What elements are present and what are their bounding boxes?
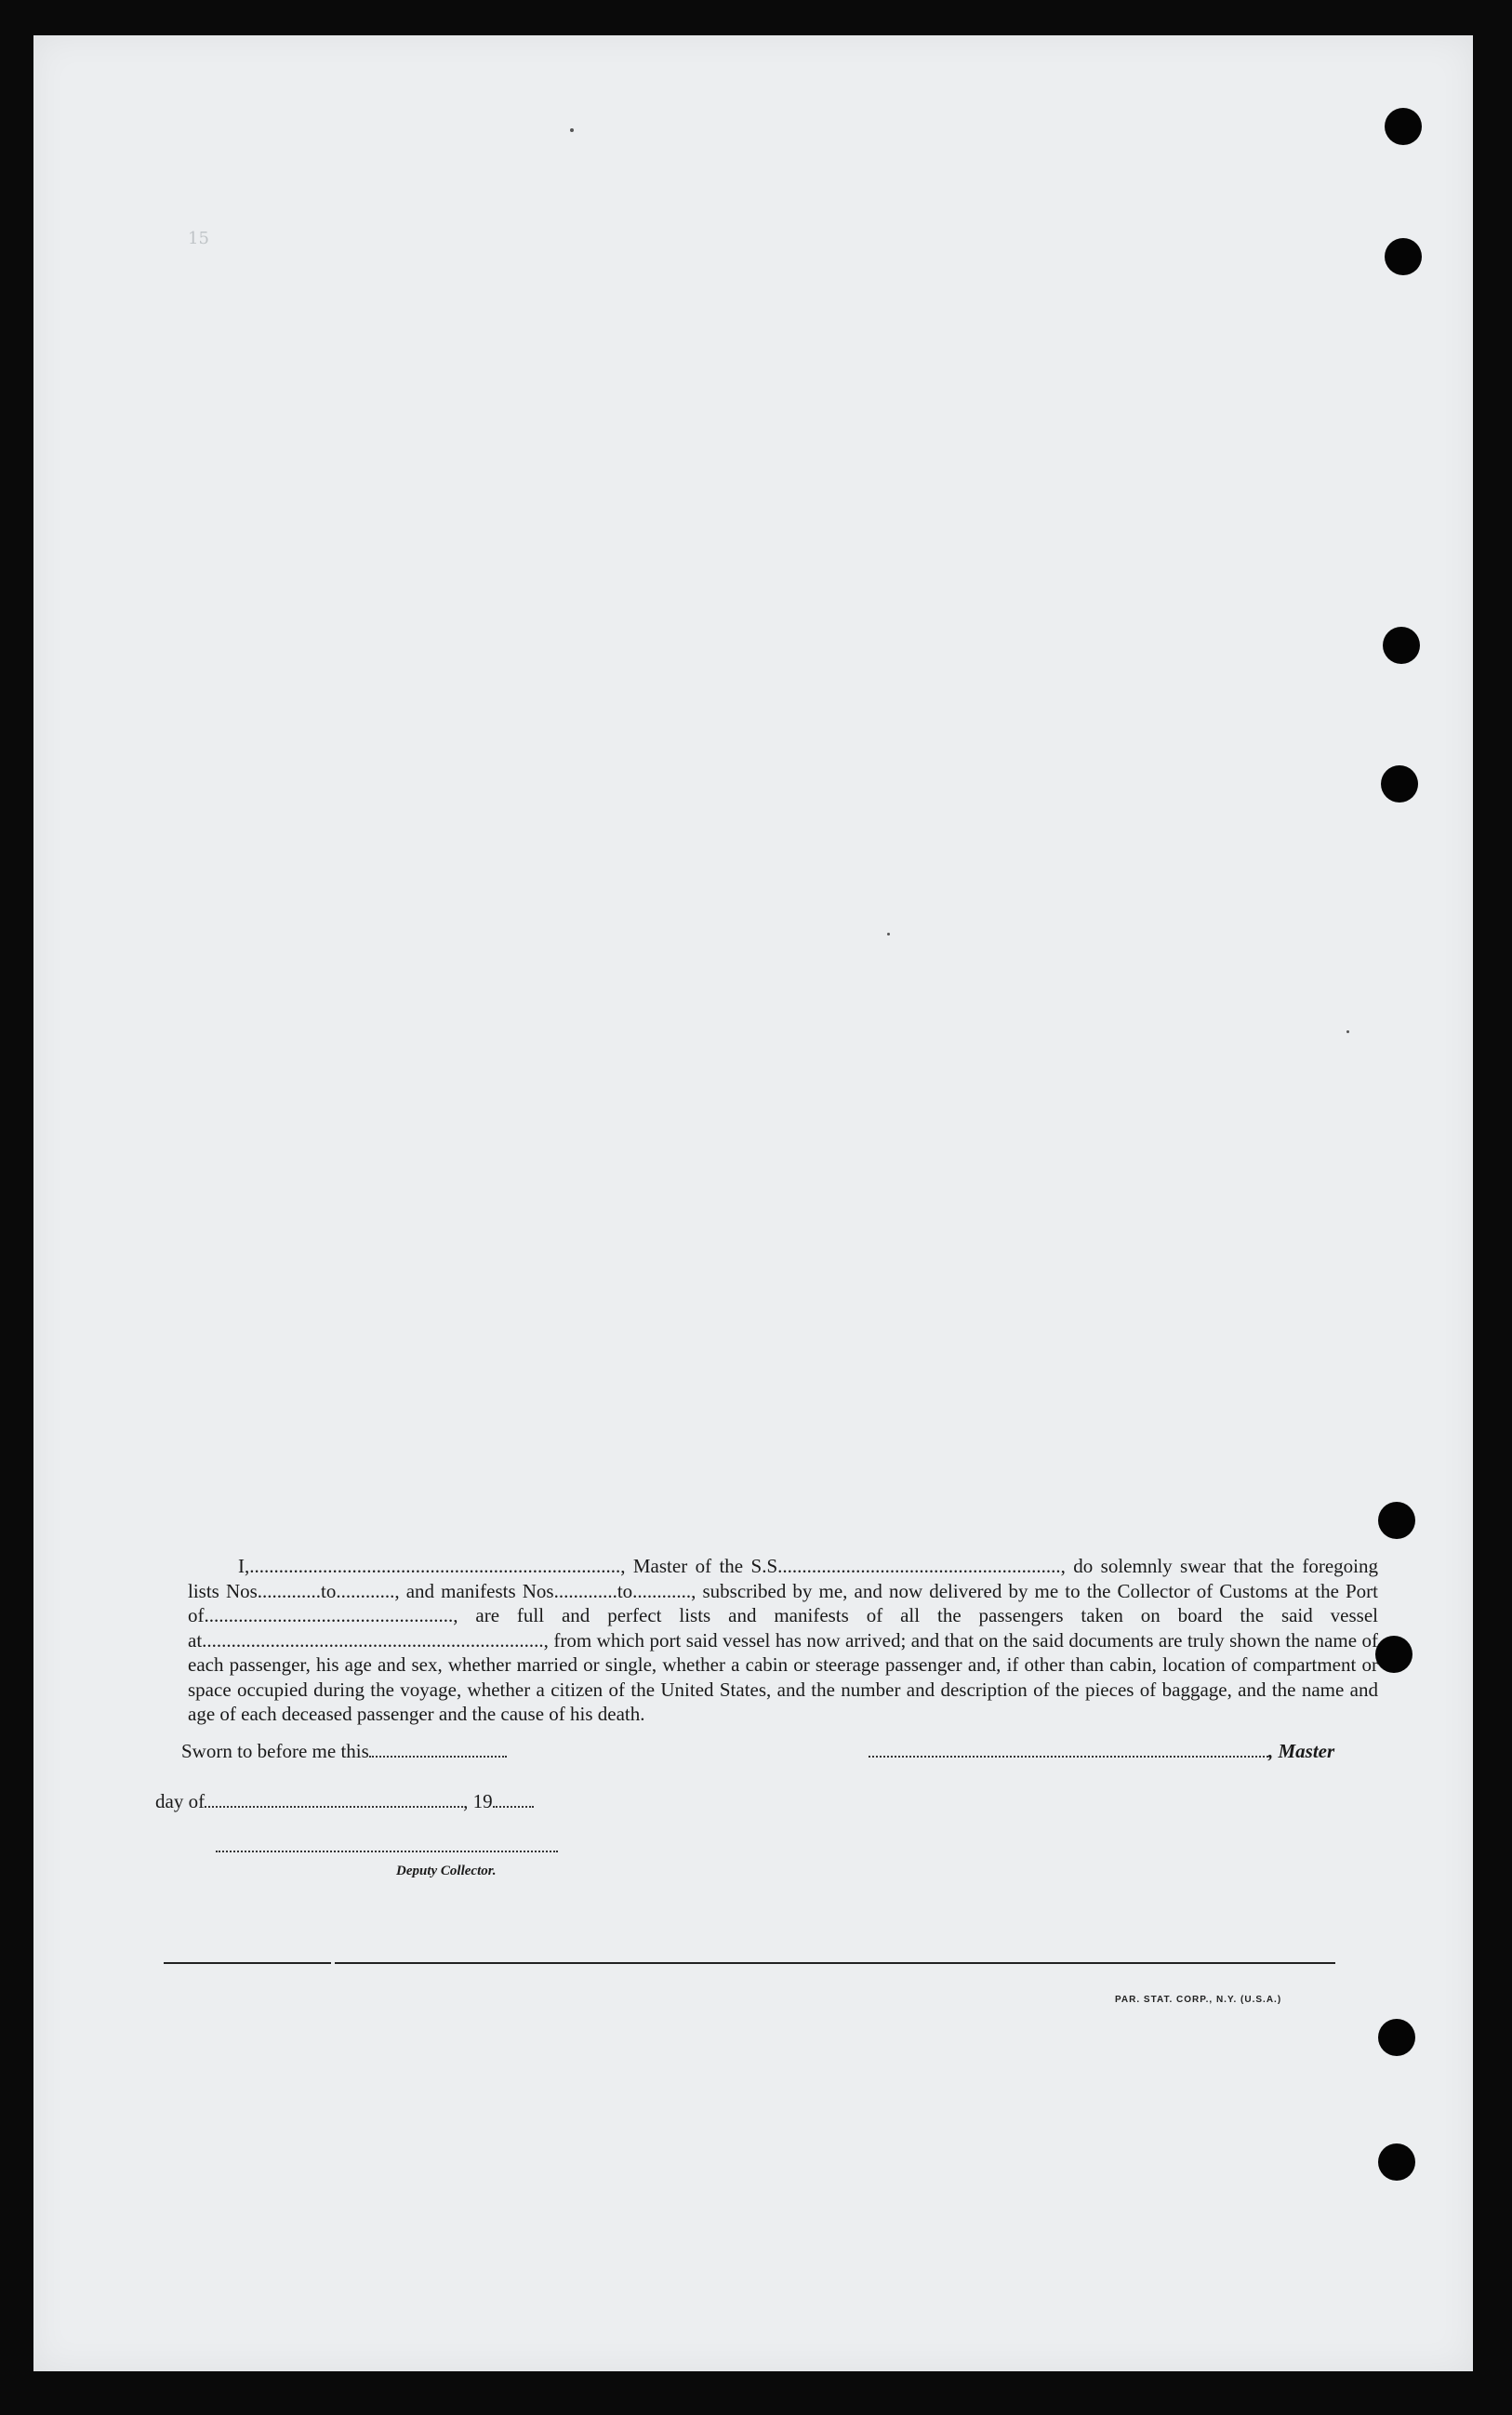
paper-speck: [1346, 1030, 1349, 1033]
master-signature-line: [869, 1740, 1334, 1763]
year-blank: [493, 1791, 534, 1808]
day-label: day of: [155, 1790, 206, 1812]
deputy-collector-label: Deputy Collector.: [396, 1864, 497, 1878]
deputy-signature-line: [216, 1835, 558, 1858]
punch-hole: [1385, 238, 1422, 275]
punch-hole: [1375, 1636, 1413, 1673]
day-line: [155, 1790, 534, 1813]
faint-page-number: 15: [188, 229, 209, 248]
sworn-label: Sworn to before me this: [181, 1740, 369, 1762]
master-label: , Master: [1268, 1740, 1335, 1762]
punch-hole: [1378, 2143, 1415, 2181]
sworn-line: [181, 1740, 507, 1763]
master-oath-paragraph: [188, 1554, 1378, 1727]
year-label: , 19: [463, 1790, 493, 1812]
punch-hole: [1378, 2019, 1415, 2056]
paper-sheet: [33, 35, 1473, 2371]
master-signature-blank: [869, 1741, 1268, 1758]
bottom-rule: [164, 1962, 331, 1964]
printer-imprint: PAR. STAT. CORP., N.Y. (U.S.A.): [1115, 1995, 1282, 2005]
sworn-date-blank: [369, 1741, 507, 1758]
punch-hole: [1383, 627, 1420, 664]
paper-speck: [570, 128, 574, 132]
oath-text: I,............................................................................, Master of the S.S.........................................................., do solemnly swear that the foregoing lists Nos.............to............, and manifests Nos.............to............, subscribed by me, and now delivered by me to the Collector of Customs at the Port of..................................................., are full and perfect lists and manifests of all the passengers taken on board the said vessel at......................................................................, from which port said vessel has now arrived; and that on the said documents are truly shown the name of each passenger, his age and sex, whether married or single, whether a cabin or steerage passenger and, if other than cabin, location of compartment or space occupied during the voyage, whether a citizen of the United States, and the number and description of the pieces of baggage, and the name and age of each deceased passenger and the cause of his death.: [188, 1555, 1378, 1725]
punch-hole: [1381, 765, 1418, 803]
paper-speck: [887, 933, 890, 935]
bottom-rule: [335, 1962, 1335, 1964]
punch-hole: [1385, 108, 1422, 145]
punch-hole: [1378, 1502, 1415, 1539]
day-blank: [205, 1791, 463, 1808]
deputy-signature-blank: [216, 1836, 558, 1852]
